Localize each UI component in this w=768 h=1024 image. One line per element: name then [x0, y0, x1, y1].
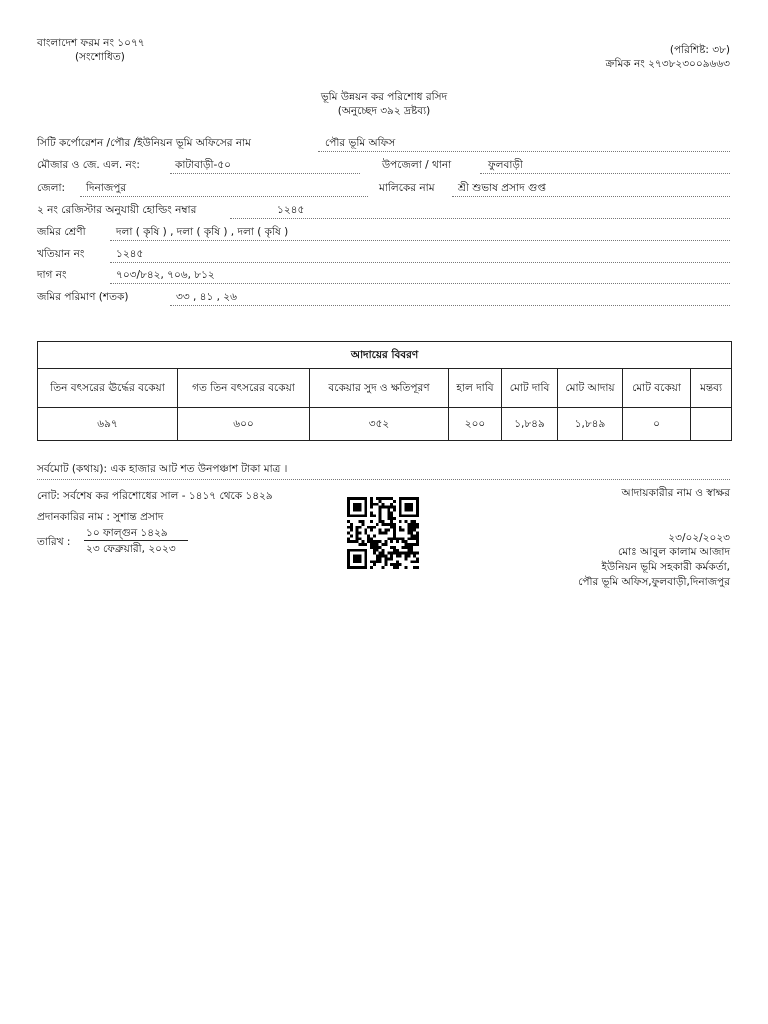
land-class-value: দলা ( কৃষি ) , দলা ( কৃষি ) , দলা ( কৃষি ) — [116, 226, 289, 238]
office-name-label: সিটি কর্পোরেশন /পৌর /ইউনিয়ন ভূমি অফিসের নাম — [37, 137, 252, 149]
district-label: জেলা: — [37, 182, 66, 194]
land-class-line — [110, 240, 730, 241]
collector-date: ২৩/০২/২০২৩ — [668, 532, 730, 544]
receipt-title: ভূমি উন্নয়ন কর পরিশোধ রসিদ — [320, 91, 448, 103]
holding-number-label: ২ নং রেজিস্টার অনুযায়ী হোল্ডিং নম্বার — [37, 204, 197, 216]
receipt-subtitle: (অনুচ্ছেদ ৩৯২ দ্রষ্টব্য) — [337, 105, 431, 117]
date-english: ২৩ ফেব্রুয়ারী, ২০২৩ — [86, 543, 176, 555]
table-cell: ১,৮৪৯ — [502, 408, 558, 441]
note-text: নোট: সর্বশেষ কর পরিশোধের সাল - ১৪১৭ থেকে ১৪২৯ — [37, 490, 273, 502]
serial-number: ক্রমিক নং ২৭৩৮২৩০০৯৬৬৩ — [605, 58, 730, 70]
form-revised-note: (সংশোধিত) — [75, 51, 125, 63]
mouza-line — [170, 173, 360, 174]
qr-code-icon — [347, 497, 419, 569]
holding-number-value: ১২৪৫ — [277, 204, 305, 216]
table-cell — [691, 408, 732, 441]
table-cell: ২০০ — [449, 408, 502, 441]
collector-office: পৌর ভূমি অফিস,ফুলবাড়ী,দিনাজপুর — [578, 576, 730, 588]
payment-table-title: আদায়ের বিবরণ — [38, 342, 732, 369]
table-row — [38, 408, 732, 441]
district-value: দিনাজপুর — [86, 182, 127, 194]
dag-label: দাগ নং — [37, 269, 67, 281]
owner-name-label: মালিকের নাম — [379, 182, 435, 194]
khatian-value: ১২৪৫ — [116, 248, 144, 260]
khatian-line — [110, 262, 730, 263]
mouza-value: কাটাবাড়ী-৫০ — [175, 159, 231, 171]
column-header: মন্তব্য — [691, 369, 732, 408]
khatian-label: খতিয়ান নং — [37, 248, 85, 260]
holding-number-line — [230, 218, 730, 219]
mouza-label: মৌজার ও জে. এল. নং: — [37, 159, 140, 171]
owner-name-value: শ্রী শুভাষ প্রসাদ গুপ্ত — [458, 182, 546, 194]
district-line — [80, 196, 368, 197]
land-area-label: জমির পরিমাণ (শতক) — [37, 291, 129, 303]
collector-label: আদায়কারীর নাম ও স্বাক্ষর — [621, 487, 730, 499]
owner-name-line — [452, 196, 730, 197]
upazila-value: ফুলবাড়ী — [488, 159, 523, 171]
payer-name: প্রদানকারির নাম : সুশান্ত প্রসাদ — [37, 511, 164, 523]
date-label: তারিখ : — [37, 536, 71, 548]
table-cell: ৬০০ — [178, 408, 310, 441]
table-cell: ৬৯৭ — [38, 408, 178, 441]
dag-line — [110, 283, 730, 284]
form-number: বাংলাদেশ ফরম নং ১০৭৭ — [37, 37, 145, 49]
upazila-label: উপজেলা / থানা — [382, 159, 452, 171]
date-bangla: ১০ ফাল্গুন ১৪২৯ — [86, 527, 168, 539]
table-cell: ৩৫২ — [310, 408, 449, 441]
upazila-line — [480, 173, 730, 174]
land-area-line — [170, 305, 730, 306]
date-divider — [84, 540, 188, 541]
column-header: হাল দাবি — [449, 369, 502, 408]
column-header: গত তিন বৎসরের বকেয়া — [178, 369, 310, 408]
total-in-words: সর্বমোট (কথায়): এক হাজার আট শত উনপঞ্চাশ টাকা মাত্র । — [37, 463, 288, 475]
collector-name: মোঃ আবুল কালাম আজাদ — [618, 546, 730, 558]
collector-designation: ইউনিয়ন ভূমি সহকারী কর্মকর্তা, — [601, 561, 730, 573]
table-cell: ০ — [623, 408, 691, 441]
column-header: মোট দাবি — [502, 369, 558, 408]
land-class-label: জমির শ্রেণী — [37, 226, 86, 238]
land-area-value: ৩৩ , ৪১ , ২৬ — [176, 291, 237, 303]
total-line — [37, 479, 730, 480]
column-header: তিন বৎসরের ঊর্দ্ধের বকেয়া — [38, 369, 178, 408]
payment-details-table — [37, 341, 732, 441]
office-name-value: পৌর ভূমি অফিস — [325, 137, 396, 149]
office-name-line — [318, 151, 730, 152]
appendix-label: (পরিশিষ্ট: ৩৮) — [669, 44, 730, 56]
column-header: বকেয়ার সুদ ও ক্ষতিপূরণ — [310, 369, 449, 408]
table-cell: ১,৮৪৯ — [558, 408, 623, 441]
dag-value: ৭০৩/৮৪২, ৭০৬, ৮১২ — [116, 269, 215, 281]
column-header: মোট বকেয়া — [623, 369, 691, 408]
column-header: মোট আদায় — [558, 369, 623, 408]
